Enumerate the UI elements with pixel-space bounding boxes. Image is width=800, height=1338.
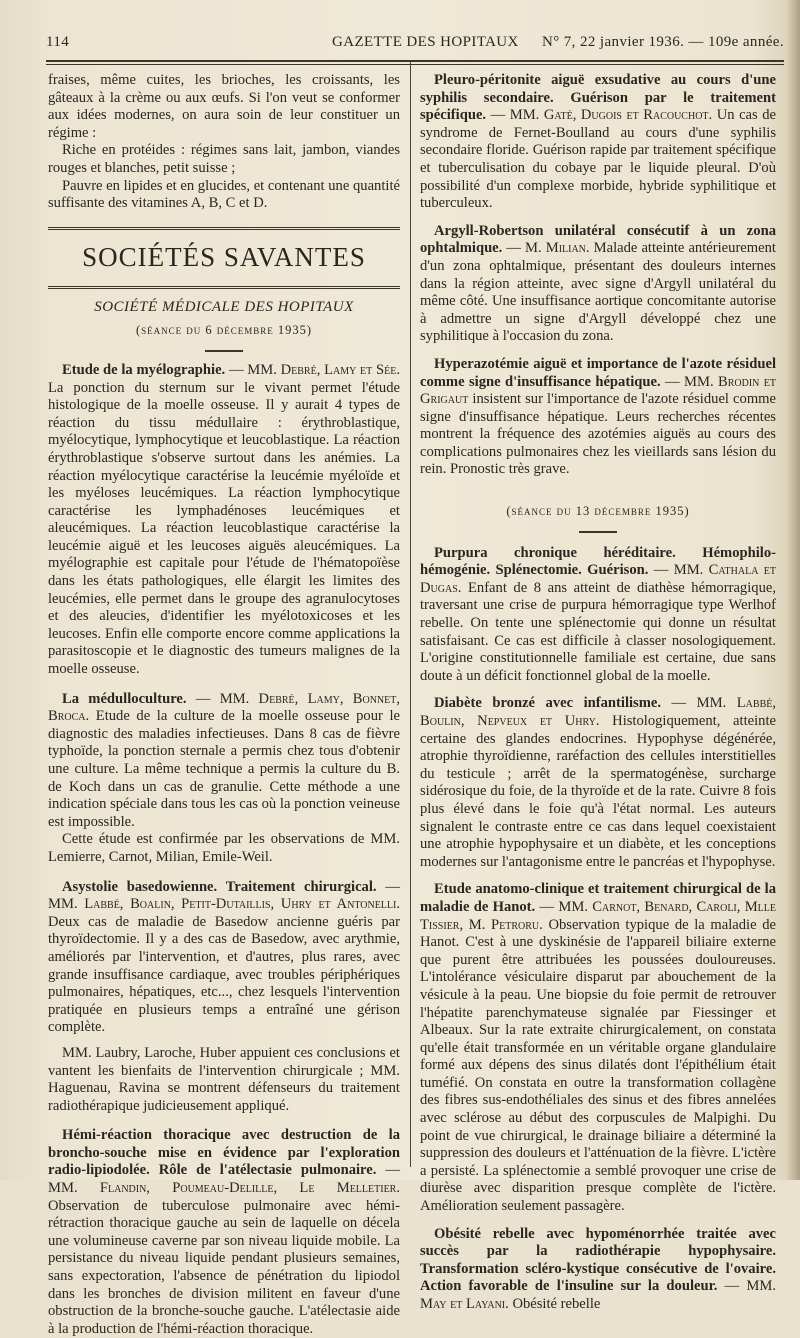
article-title: Diabète bronzé avec infantilisme.: [434, 695, 662, 712]
short-rule: [579, 531, 617, 533]
article-body: Malade atteinte antérieurement d'un zona ophtalmique, présentant des douleurs internes dans la région atteinte, avec signe d'Argyll unilatéral du même côté. Une insuffisance aortique concomitante autorise à admettre un signe d'Argyll développé chez une syphilitique à l'occasion du zona.: [420, 240, 776, 345]
article: [48, 691, 400, 867]
header-rule: [46, 60, 784, 62]
article-authors: — MM. Gaté, Dugois et Racouchot.: [490, 107, 713, 124]
article-body: insistent sur l'importance de l'azote résiduel comme signe d'insuffisance hépatique. Leurs recherches récentes montrent la fréquence des azotémies aiguës au cours des complications pulmonaires chez les vieillards sans lésion du rein. Pronostic très grave.: [420, 391, 776, 478]
article-authors: — MM. Debré, Lamy et Sée.: [228, 361, 400, 378]
article-title: Hémi-réaction thoracique avec destruction de la broncho-souche mise en évidence par l'exploration radio-lipiodolée. Rôle de l'atélectasie pulmonaire.: [48, 1127, 400, 1179]
article-authors: — MM. Labbé, Boulin, Nepveux et Uhry.: [420, 695, 776, 729]
page-number: 114: [46, 34, 70, 50]
article-note: Cette étude est confirmée par les observations de MM. Lemierre, Carnot, Milian, Emile-Weil.: [48, 831, 400, 865]
article-authors: — MM. Debré, Lamy, Bonnet, Broca.: [48, 690, 401, 725]
header-rule-thin: [46, 64, 784, 65]
article-body: Observation de tuberculose pulmonaire avec hémi-rétraction thoracique gauche au sein de laquelle on décela une volumineuse caverne par son niveau liquide mobile. La persistance du niveau liquide pendant plusieurs semaines, sans expectoration, l'absence de pénétration du lipiodol dans les bronches de division militent en faveur d'une obstruction de la bronche-souche gauche. L'atélectasie aide à la production de l'hémi-réaction thoracique.: [48, 1197, 400, 1337]
article-body: Histologiquement, atteinte certaine des glandes endocrines. Hypophyse dégénérée, atrophie thyroïdienne, raréfaction des cellules interstitielles du testicule ; arrêt de la spermatogénèse, surcharge sidérosique du foie, de la thyroïde et de la rate. Cuivre 8 fois plus élevé dans le foie qu'à l'état normal. Les auteurs signalent le contraste entre ce cas dans lequel coexistaient une atrophie hypophysaire et un diabète, et les conceptions modernes sur l'antagonisme entre le pancréas et l'hypophyse.: [420, 713, 777, 870]
article: [420, 695, 776, 871]
article-body: Obésité rebelle: [512, 1296, 601, 1312]
seance-date: (séance du 13 décembre 1935): [506, 504, 690, 519]
article-note: MM. Laubry, Laroche, Huber appuient ces conclusions et vantent les bienfaits de l'intervention chirurgicale ; MM. Haguenau, Ravina se montrent défenseurs du traitement radiothérapique judicieusement appliqué.: [48, 1044, 400, 1114]
article: [420, 72, 776, 213]
article-title: Purpura chronique héréditaire. Hémophilo-hémogénie. Splénectomie. Guérison.: [420, 544, 776, 579]
intro-paragraph: fraises, même cuites, les brioches, les croissants, les gâteaux à la crème ou aux œufs. Si l'on veut se conformer aux idées modernes, on aura soin de leur constituer un régime :: [48, 72, 400, 141]
article-body: La ponction du sternum sur le vivant permet l'étude histologique de la moelle osseuse. Il y aurait 4 types de réaction du tissu médullaire : érythroblastique, myélocytique, lymphocytique et leucoblastique. La réaction érythroblastique s'observe surtout dans les anémies. La réaction myélocytique caractérise la leucémie myéloïde et les myéloses leucémiques. La réaction lymphocytique caractérise les lymphadénoses leucémiques et aleucémiques. La réaction leucoblastique caractérise la leucémie aiguë et les leucoses aiguës aleucémiques. La myélographie est capitale pour l'étude de l'hématopoïèse dans les états pathologiques, elle élargit les limites des leucémies, elle permet dans le groupe des agranulocytoses et des aleucies, d'identifier les myélotoxicoses et les leucoses. Enfin elle comporte encore comme applications la parasitoscopie et le diagnostic des tumeurs malignes de la moelle osseuse.: [48, 379, 400, 678]
article: [420, 881, 776, 1215]
article-authors: — M. Milian.: [506, 240, 590, 257]
article-authors: — MM. Labbé, Boalin, Petit-Dutaillis, Uhry et Antonelli.: [48, 878, 400, 913]
section-title: SOCIÉTÉS SAVANTES: [82, 241, 366, 272]
article-authors: — MM. May et Layani.: [420, 1278, 777, 1312]
article-authors: — MM. Flandin, Poumeau-Delille, Le Melletier.: [48, 1162, 400, 1197]
article-body: Observation typique de la maladie de Hanot. C'est à une dyskinésie de l'appareil biliaire externe que purent être attribuées les poussées douloureuses. L'intolérance vésiculaire disparut par abouchement de la vésicule à la peau. Une biopsie du foie permit de retrouver l'hépatite parenchymateuse signalée par Fiessinger et Albeaux. Sur la rate extraite chirurgicalement, on constata qu'elle était transformée en un véritable organe glandulaire formé aux dépens des sinus dilatés dont l'épithélium était tuméfié. On constata en outre la transformation collagène des fibres sus-endothéliales des sinus et des fibres annelées avec sclérose au début des corpuscules de Malpighi. Du point de vue chirurgical, le drainage biliaire a déterminé la suppression des douleurs et l'atténuation de la fièvre. L'ictère a persisté. La splénectomie a semblé provoquer une crise de diurèse avec disparition presque complète de l'ictère. Amélioration seulement passagère.: [420, 916, 776, 1215]
article: [420, 356, 776, 479]
article: [48, 362, 400, 679]
article-title: Hyperazotémie aiguë et importance de l'azote résiduel comme signe d'insuffisance hépatique.: [420, 355, 776, 390]
right-column: [420, 72, 776, 1314]
page-header: [46, 34, 784, 56]
article: [420, 223, 776, 346]
section-heading-box: [48, 227, 400, 289]
article: [420, 1226, 776, 1314]
short-rule: [205, 350, 243, 352]
article-title: Asystolie basedowienne. Traitement chirurgical.: [62, 878, 377, 895]
article-body: Deux cas de maladie de Basedow ancienne guéris par thyroïdectomie. Il y a des cas de Basedow, avec arythmie, améliorés par l'intervention, et d'autres, plus rares, avec grande insuffisance cardiaque, avec troubles périphériques pulmonaires, hépatiques, etc..., chez lesquels l'intervention pratiquée en plusieurs temps a entraîné une gérison complète.: [48, 913, 400, 1036]
column-divider: [410, 62, 411, 1167]
article: [48, 1127, 400, 1338]
intro-paragraph: Pauvre en lipides et en glucides, et contenant une quantité suffisante des vitamines A, B, C et D.: [48, 177, 400, 212]
article-title: Etude de la myélographie.: [62, 361, 226, 378]
article-body: Un cas de syndrome de Fernet-Boulland au cours d'une syphilis secondaire floride. Guérison rapide par traitement spécifique et tuberculisation du cobaye par le liquide pleural. D'où possibilité d'un complexe morbide, hybride syphilitique et tuberculeux.: [420, 107, 777, 212]
article-authors: — MM. Brodin et Grigaut: [420, 373, 777, 408]
article-authors: — MM. Cathala et Dugas.: [420, 562, 776, 596]
left-column: [48, 72, 400, 1338]
article: [420, 545, 776, 686]
article-title: La médulloculture.: [62, 690, 187, 707]
article-body: Enfant de 8 ans atteint de diathèse hémorragique, traversant une crise de purpura hémorragique type Werlhof rebelle. On tente une splénectomie qui donne un résultat satisfaisant. Ce cas est difficile à classer nosologiquement. L'origine constitutionnelle familiale est certaine, due sans doute à un déficit fonctionnel global de la moelle.: [420, 579, 777, 684]
article-title: Argyll-Robertson unilatéral consécutif à un zona ophtalmique.: [420, 222, 776, 257]
article: [48, 879, 400, 1116]
article-authors: — MM. Carnot, Benard, Caroli, Mlle Tissier, M. Petroru.: [420, 898, 776, 933]
article-title: Obésité rebelle avec hypoménorrhée traitée avec succès par la radiothérapie hypophysaire. Transformation scléro-kystique consécutive de l'ovaire. Action favorable de l'insuline sur la douleur.: [420, 1225, 776, 1295]
intro-paragraph: Riche en protéides : régimes sans lait, jambon, viandes rouges et blanches, petit suisse ;: [48, 142, 400, 176]
journal-title: GAZETTE DES HOPITAUX: [332, 34, 519, 50]
page-edge-shadow: [786, 0, 800, 1180]
article-title: Etude anatomo-clinique et traitement chirurgical de la maladie de Hanot.: [420, 881, 776, 915]
issue-info: N° 7, 22 janvier 1936. — 109e année.: [541, 34, 784, 50]
seance-date: (séance du 6 décembre 1935): [135, 323, 313, 338]
article-title: Pleuro-péritonite aiguë exsudative au cours d'une syphilis secondaire. Guérison par le traitement spécifique.: [420, 72, 776, 124]
society-name: SOCIÉTÉ MÉDICALE DES HOPITAUX: [94, 298, 354, 315]
article-body: Etude de la culture de la moelle osseuse pour le diagnostic des maladies infectieuses. Dans 8 cas de fièvre typhoïde, la ponction sternale a permis chez tous d'obtenir une culture. La même technique a permis la culture du B. de Koch dans un cas de granulie. Cette méthode a une indication spéciale dans tous les cas où la ponction veineuse est impossible.: [48, 708, 400, 830]
